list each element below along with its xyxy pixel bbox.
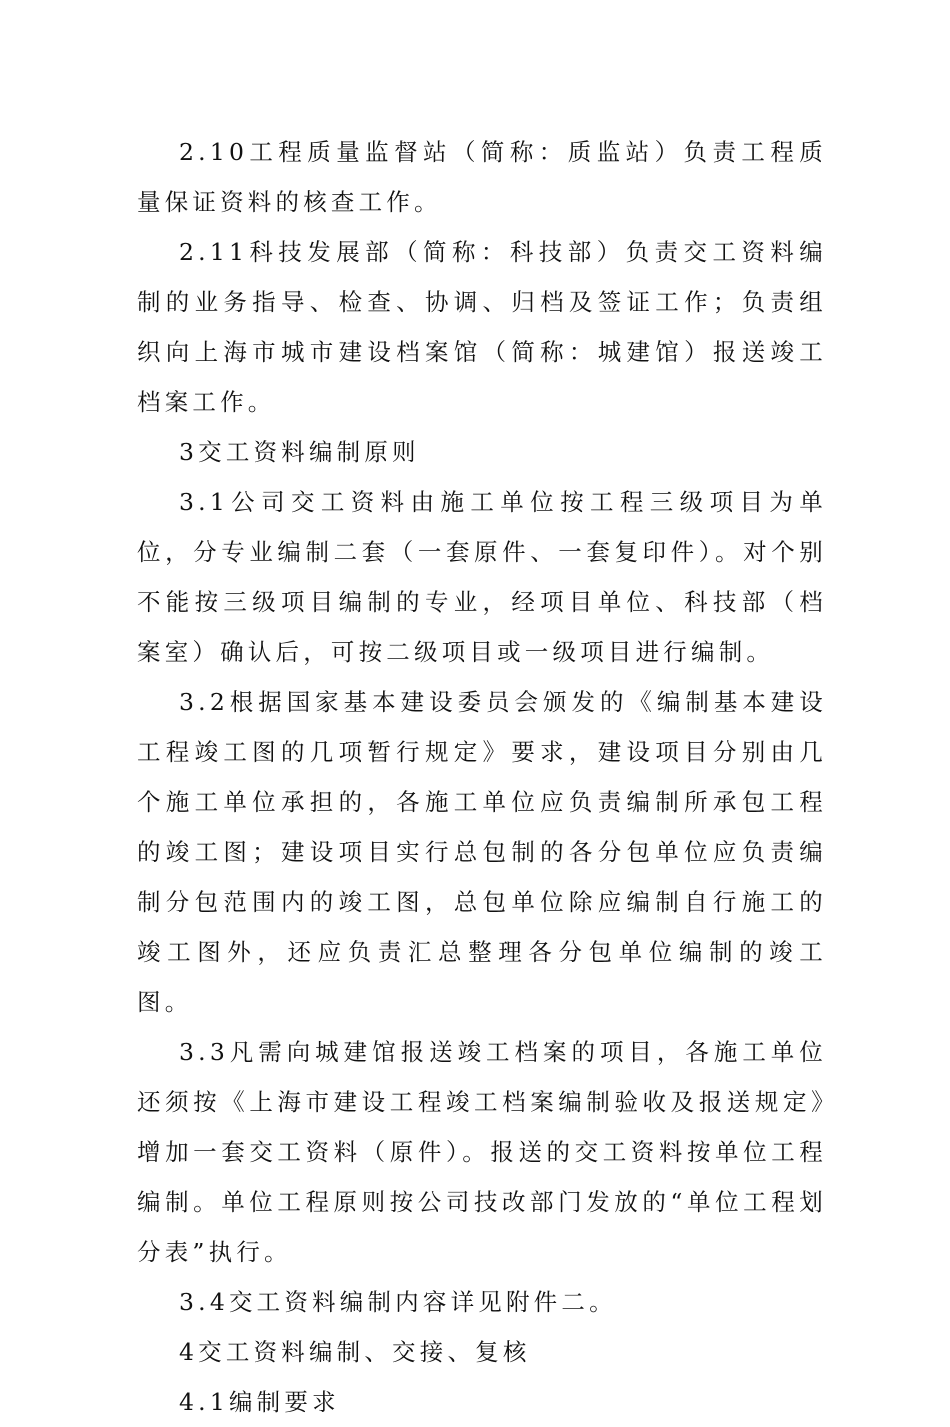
paragraph-3-3: 3.3凡需向城建馆报送竣工档案的项目，各施工单位还须按《上海市建设工程竣工档案编制验收及报送规定》增加一套交工资料（原件）。报送的交工资料按单位工程编制。单位工程原则按公司技改部门发放的“单位工程划分表”执行。 bbox=[137, 1038, 827, 1266]
section-heading-3: 3交工资料编制原则 bbox=[179, 438, 420, 466]
paragraph-3-4: 3.4交工资料编制内容详见附件二。 bbox=[179, 1288, 617, 1316]
subsection-heading-4-1: 4.1编制要求 bbox=[179, 1388, 340, 1416]
paragraph-2-11: 2.11科技发展部（简称：科技部）负责交工资料编制的业务指导、检查、协调、归档及签证工作；负责组织向上海市城市建设档案馆（简称：城建馆）报送竣工档案工作。 bbox=[137, 238, 827, 416]
section-heading-4: 4交工资料编制、交接、复核 bbox=[179, 1338, 531, 1366]
paragraph-3-2: 3.2根据国家基本建设委员会颁发的《编制基本建设工程竣工图的几项暂行规定》要求，建设项目分别由几个施工单位承担的，各施工单位应负责编制所承包工程的竣工图；建设项目实行总包制的各分包单位应负责编制分包范围内的竣工图，总包单位除应编制自行施工的竣工图外，还应负责汇总整理各分包单位编制的竣工图。 bbox=[137, 688, 827, 1016]
paragraph-2-10: 2.10工程质量监督站（简称：质监站）负责工程质量保证资料的核查工作。 bbox=[137, 138, 827, 216]
paragraph-3-1: 3.1公司交工资料由施工单位按工程三级项目为单位，分专业编制二套（一套原件、一套复印件）。对个别不能按三级项目编制的专业，经项目单位、科技部（档案室）确认后，可按二级项目或一级项目进行编制。 bbox=[137, 488, 827, 666]
document-body bbox=[137, 127, 827, 1427]
